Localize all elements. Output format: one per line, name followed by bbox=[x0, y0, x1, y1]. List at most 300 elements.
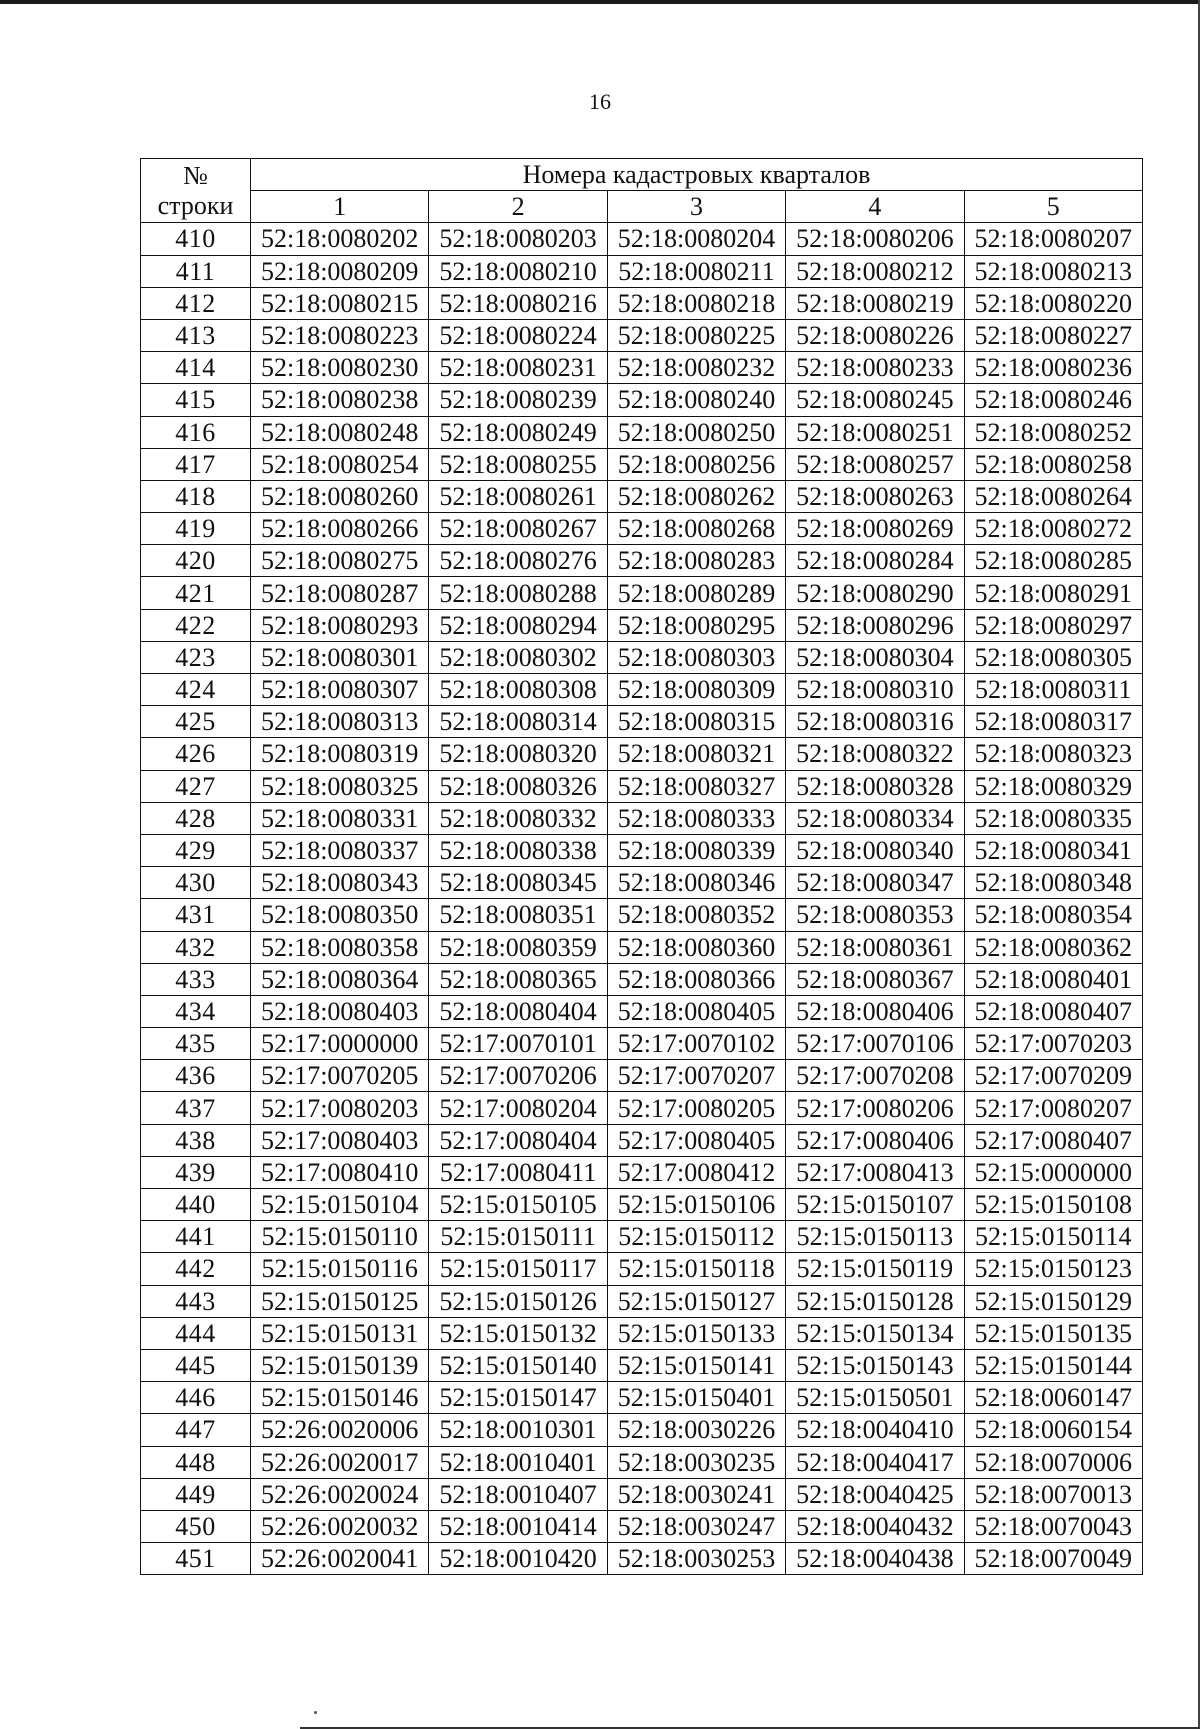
cadastral-number-cell: 52:18:0070013 bbox=[964, 1478, 1142, 1510]
row-number-cell: 427 bbox=[141, 770, 251, 802]
cadastral-number-cell: 52:18:0080236 bbox=[964, 352, 1142, 384]
row-number-cell: 437 bbox=[141, 1092, 251, 1124]
cadastral-number-cell: 52:15:0150104 bbox=[251, 1189, 429, 1221]
table-row bbox=[141, 834, 1143, 866]
cadastral-number-cell: 52:17:0070207 bbox=[607, 1060, 785, 1092]
cadastral-number-cell: 52:18:0080202 bbox=[251, 223, 429, 255]
row-number-cell: 436 bbox=[141, 1060, 251, 1092]
row-number-cell: 426 bbox=[141, 738, 251, 770]
cadastral-number-cell: 52:15:0150107 bbox=[786, 1189, 964, 1221]
column-header-2: 2 bbox=[429, 191, 607, 223]
cadastral-number-cell: 52:18:0080407 bbox=[964, 995, 1142, 1027]
cadastral-number-cell: 52:18:0080347 bbox=[786, 867, 964, 899]
cadastral-number-cell: 52:15:0150134 bbox=[786, 1317, 964, 1349]
column-header-5: 5 bbox=[964, 191, 1142, 223]
scan-speck bbox=[314, 1711, 317, 1714]
cadastral-number-cell: 52:15:0150105 bbox=[429, 1189, 607, 1221]
cadastral-number-cell: 52:18:0080246 bbox=[964, 384, 1142, 416]
cadastral-number-cell: 52:18:0010407 bbox=[429, 1478, 607, 1510]
cadastral-number-cell: 52:15:0150139 bbox=[251, 1349, 429, 1381]
cadastral-number-cell: 52:17:0080406 bbox=[786, 1124, 964, 1156]
table-row bbox=[141, 448, 1143, 480]
row-number-cell: 433 bbox=[141, 963, 251, 995]
cadastral-number-cell: 52:18:0080333 bbox=[607, 802, 785, 834]
row-number-cell: 428 bbox=[141, 802, 251, 834]
cadastral-number-cell: 52:18:0080287 bbox=[251, 577, 429, 609]
row-number-cell: 435 bbox=[141, 1028, 251, 1060]
column-header-3: 3 bbox=[607, 191, 785, 223]
cadastral-number-cell: 52:18:0080276 bbox=[429, 545, 607, 577]
cadastral-number-cell: 52:18:0080405 bbox=[607, 995, 785, 1027]
cadastral-number-cell: 52:18:0080249 bbox=[429, 416, 607, 448]
cadastral-number-cell: 52:18:0080297 bbox=[964, 609, 1142, 641]
cadastral-number-cell: 52:15:0150106 bbox=[607, 1189, 785, 1221]
row-number-cell: 423 bbox=[141, 641, 251, 673]
header-row-top bbox=[141, 159, 1143, 191]
cadastral-number-cell: 52:18:0080354 bbox=[964, 899, 1142, 931]
cadastral-number-cell: 52:17:0080410 bbox=[251, 1156, 429, 1188]
table-row bbox=[141, 674, 1143, 706]
cadastral-number-cell: 52:18:0080275 bbox=[251, 545, 429, 577]
cadastral-number-cell: 52:18:0040417 bbox=[786, 1446, 964, 1478]
cadastral-number-cell: 52:18:0080346 bbox=[607, 867, 785, 899]
cadastral-number-cell: 52:18:0080326 bbox=[429, 770, 607, 802]
cadastral-number-cell: 52:18:0010401 bbox=[429, 1446, 607, 1478]
cadastral-number-cell: 52:15:0150123 bbox=[964, 1253, 1142, 1285]
table-row bbox=[141, 1124, 1143, 1156]
row-number-cell: 429 bbox=[141, 834, 251, 866]
cadastral-number-cell: 52:17:0070208 bbox=[786, 1060, 964, 1092]
cadastral-number-cell: 52:15:0150132 bbox=[429, 1317, 607, 1349]
table-row bbox=[141, 1189, 1143, 1221]
cadastral-number-cell: 52:18:0080305 bbox=[964, 641, 1142, 673]
cadastral-number-cell: 52:18:0080406 bbox=[786, 995, 964, 1027]
cadastral-number-cell: 52:18:0080218 bbox=[607, 287, 785, 319]
table-row bbox=[141, 641, 1143, 673]
cadastral-number-cell: 52:18:0080325 bbox=[251, 770, 429, 802]
cadastral-number-cell: 52:15:0150111 bbox=[429, 1221, 607, 1253]
row-number-cell: 416 bbox=[141, 416, 251, 448]
cadastral-number-cell: 52:17:0070203 bbox=[964, 1028, 1142, 1060]
cadastral-number-cell: 52:18:0080204 bbox=[607, 223, 785, 255]
cadastral-number-cell: 52:18:0080272 bbox=[964, 513, 1142, 545]
cadastral-number-cell: 52:18:0080341 bbox=[964, 834, 1142, 866]
cadastral-number-cell: 52:18:0080220 bbox=[964, 287, 1142, 319]
cadastral-number-cell: 52:15:0150110 bbox=[251, 1221, 429, 1253]
cadastral-number-cell: 52:15:0150114 bbox=[964, 1221, 1142, 1253]
cadastral-number-cell: 52:18:0080215 bbox=[251, 287, 429, 319]
row-number-cell: 425 bbox=[141, 706, 251, 738]
cadastral-number-cell: 52:18:0080290 bbox=[786, 577, 964, 609]
cadastral-number-cell: 52:15:0150133 bbox=[607, 1317, 785, 1349]
cadastral-number-cell: 52:15:0150143 bbox=[786, 1349, 964, 1381]
row-number-header-line2: строки bbox=[157, 190, 234, 220]
cadastral-number-cell: 52:18:0080367 bbox=[786, 963, 964, 995]
table-row bbox=[141, 738, 1143, 770]
row-number-cell: 411 bbox=[141, 255, 251, 287]
cadastral-number-cell: 52:18:0080364 bbox=[251, 963, 429, 995]
cadastral-number-cell: 52:18:0080268 bbox=[607, 513, 785, 545]
cadastral-number-cell: 52:18:0080307 bbox=[251, 674, 429, 706]
cadastral-number-cell: 52:18:0080328 bbox=[786, 770, 964, 802]
cadastral-number-cell: 52:15:0150501 bbox=[786, 1382, 964, 1414]
row-number-cell: 420 bbox=[141, 545, 251, 577]
table-row bbox=[141, 319, 1143, 351]
table-row bbox=[141, 963, 1143, 995]
cadastral-number-cell: 52:15:0150113 bbox=[786, 1221, 964, 1253]
cadastral-number-cell: 52:18:0080303 bbox=[607, 641, 785, 673]
cadastral-number-cell: 52:18:0080203 bbox=[429, 223, 607, 255]
row-number-cell: 434 bbox=[141, 995, 251, 1027]
cadastral-number-cell: 52:18:0080209 bbox=[251, 255, 429, 287]
row-number-cell: 413 bbox=[141, 319, 251, 351]
row-number-cell: 445 bbox=[141, 1349, 251, 1381]
table-row bbox=[141, 1285, 1143, 1317]
cadastral-number-cell: 52:18:0080269 bbox=[786, 513, 964, 545]
cadastral-number-cell: 52:18:0080261 bbox=[429, 480, 607, 512]
row-number-cell: 430 bbox=[141, 867, 251, 899]
row-number-cell: 422 bbox=[141, 609, 251, 641]
table-header bbox=[141, 159, 1143, 223]
cadastral-number-cell: 52:18:0080257 bbox=[786, 448, 964, 480]
cadastral-number-cell: 52:18:0080316 bbox=[786, 706, 964, 738]
cadastral-number-cell: 52:18:0080262 bbox=[607, 480, 785, 512]
cadastral-number-cell: 52:15:0150112 bbox=[607, 1221, 785, 1253]
cadastral-number-cell: 52:15:0150108 bbox=[964, 1189, 1142, 1221]
cadastral-number-cell: 52:17:0080413 bbox=[786, 1156, 964, 1188]
cadastral-number-cell: 52:15:0150126 bbox=[429, 1285, 607, 1317]
cadastral-number-cell: 52:18:0080245 bbox=[786, 384, 964, 416]
cadastral-number-cell: 52:18:0080343 bbox=[251, 867, 429, 899]
cadastral-number-cell: 52:18:0080295 bbox=[607, 609, 785, 641]
cadastral-number-cell: 52:18:0080288 bbox=[429, 577, 607, 609]
cadastral-number-cell: 52:18:0080256 bbox=[607, 448, 785, 480]
cadastral-number-cell: 52:18:0080339 bbox=[607, 834, 785, 866]
row-number-cell: 410 bbox=[141, 223, 251, 255]
row-number-cell: 440 bbox=[141, 1189, 251, 1221]
cadastral-number-cell: 52:18:0080233 bbox=[786, 352, 964, 384]
cadastral-number-cell: 52:17:0080407 bbox=[964, 1124, 1142, 1156]
cadastral-number-cell: 52:26:0020017 bbox=[251, 1446, 429, 1478]
cadastral-number-cell: 52:17:0080204 bbox=[429, 1092, 607, 1124]
cadastral-number-cell: 52:18:0080323 bbox=[964, 738, 1142, 770]
cadastral-number-cell: 52:15:0150118 bbox=[607, 1253, 785, 1285]
cadastral-number-cell: 52:17:0080411 bbox=[429, 1156, 607, 1188]
row-number-cell: 432 bbox=[141, 931, 251, 963]
cadastral-number-cell: 52:18:0070006 bbox=[964, 1446, 1142, 1478]
table-row bbox=[141, 899, 1143, 931]
cadastral-number-cell: 52:18:0080293 bbox=[251, 609, 429, 641]
cadastral-number-cell: 52:17:0000000 bbox=[251, 1028, 429, 1060]
cadastral-number-cell: 52:18:0080254 bbox=[251, 448, 429, 480]
cadastral-number-cell: 52:18:0030241 bbox=[607, 1478, 785, 1510]
group-title-header: Номера кадастровых кварталов bbox=[251, 159, 1143, 191]
cadastral-number-cell: 52:18:0080264 bbox=[964, 480, 1142, 512]
table-row bbox=[141, 223, 1143, 255]
cadastral-number-cell: 52:18:0080311 bbox=[964, 674, 1142, 706]
table-row bbox=[141, 416, 1143, 448]
cadastral-number-cell: 52:17:0070209 bbox=[964, 1060, 1142, 1092]
cadastral-number-cell: 52:18:0080284 bbox=[786, 545, 964, 577]
cadastral-number-cell: 52:18:0080225 bbox=[607, 319, 785, 351]
cadastral-number-cell: 52:18:0080401 bbox=[964, 963, 1142, 995]
cadastral-number-cell: 52:18:0010414 bbox=[429, 1510, 607, 1542]
cadastral-number-cell: 52:18:0080403 bbox=[251, 995, 429, 1027]
cadastral-number-cell: 52:18:0080304 bbox=[786, 641, 964, 673]
cadastral-number-cell: 52:18:0080332 bbox=[429, 802, 607, 834]
cadastral-number-cell: 52:18:0080207 bbox=[964, 223, 1142, 255]
cadastral-number-cell: 52:15:0150127 bbox=[607, 1285, 785, 1317]
cadastral-number-cell: 52:17:0070205 bbox=[251, 1060, 429, 1092]
cadastral-number-cell: 52:18:0080331 bbox=[251, 802, 429, 834]
table-row bbox=[141, 513, 1143, 545]
cadastral-number-cell: 52:18:0080285 bbox=[964, 545, 1142, 577]
row-number-cell: 414 bbox=[141, 352, 251, 384]
cadastral-number-cell: 52:18:0080226 bbox=[786, 319, 964, 351]
cadastral-number-cell: 52:15:0150144 bbox=[964, 1349, 1142, 1381]
cadastral-number-cell: 52:18:0040432 bbox=[786, 1510, 964, 1542]
cadastral-number-cell: 52:18:0040410 bbox=[786, 1414, 964, 1446]
cadastral-number-cell: 52:18:0080252 bbox=[964, 416, 1142, 448]
cadastral-number-cell: 52:17:0080205 bbox=[607, 1092, 785, 1124]
cadastral-number-cell: 52:18:0080240 bbox=[607, 384, 785, 416]
table-row bbox=[141, 384, 1143, 416]
table-body bbox=[141, 223, 1143, 1575]
row-number-cell: 441 bbox=[141, 1221, 251, 1253]
cadastral-number-cell: 52:18:0080321 bbox=[607, 738, 785, 770]
cadastral-number-cell: 52:18:0030253 bbox=[607, 1543, 785, 1575]
cadastral-number-cell: 52:18:0080315 bbox=[607, 706, 785, 738]
row-number-cell: 417 bbox=[141, 448, 251, 480]
scan-edge-top bbox=[0, 0, 1200, 4]
table-row bbox=[141, 770, 1143, 802]
cadastral-number-cell: 52:15:0150141 bbox=[607, 1349, 785, 1381]
cadastral-number-cell: 52:18:0080266 bbox=[251, 513, 429, 545]
table-row bbox=[141, 867, 1143, 899]
cadastral-number-cell: 52:18:0080258 bbox=[964, 448, 1142, 480]
row-number-cell: 446 bbox=[141, 1382, 251, 1414]
table-row bbox=[141, 1253, 1143, 1285]
cadastral-number-cell: 52:18:0070043 bbox=[964, 1510, 1142, 1542]
table-row bbox=[141, 287, 1143, 319]
cadastral-number-cell: 52:18:0080350 bbox=[251, 899, 429, 931]
cadastral-number-cell: 52:18:0080359 bbox=[429, 931, 607, 963]
table-row bbox=[141, 1028, 1143, 1060]
cadastral-number-cell: 52:15:0150119 bbox=[786, 1253, 964, 1285]
row-number-cell: 449 bbox=[141, 1478, 251, 1510]
cadastral-number-cell: 52:18:0080291 bbox=[964, 577, 1142, 609]
row-number-cell: 439 bbox=[141, 1156, 251, 1188]
cadastral-number-cell: 52:15:0150128 bbox=[786, 1285, 964, 1317]
row-number-cell: 447 bbox=[141, 1414, 251, 1446]
row-number-cell: 415 bbox=[141, 384, 251, 416]
cadastral-number-cell: 52:15:0150117 bbox=[429, 1253, 607, 1285]
cadastral-number-cell: 52:17:0080207 bbox=[964, 1092, 1142, 1124]
table-row bbox=[141, 802, 1143, 834]
table-row bbox=[141, 1349, 1143, 1381]
table-row bbox=[141, 545, 1143, 577]
cadastral-number-cell: 52:18:0080250 bbox=[607, 416, 785, 448]
cadastral-number-cell: 52:18:0010420 bbox=[429, 1543, 607, 1575]
cadastral-number-cell: 52:18:0080366 bbox=[607, 963, 785, 995]
cadastral-number-cell: 52:17:0080412 bbox=[607, 1156, 785, 1188]
cadastral-number-cell: 52:18:0080206 bbox=[786, 223, 964, 255]
table-row bbox=[141, 931, 1143, 963]
cadastral-number-cell: 52:15:0150146 bbox=[251, 1382, 429, 1414]
cadastral-number-cell: 52:18:0080227 bbox=[964, 319, 1142, 351]
cadastral-number-cell: 52:18:0080238 bbox=[251, 384, 429, 416]
cadastral-number-cell: 52:18:0080211 bbox=[607, 255, 785, 287]
cadastral-number-cell: 52:15:0150401 bbox=[607, 1382, 785, 1414]
cadastral-number-cell: 52:18:0080289 bbox=[607, 577, 785, 609]
cadastral-number-cell: 52:18:0080322 bbox=[786, 738, 964, 770]
cadastral-number-cell: 52:18:0080213 bbox=[964, 255, 1142, 287]
cadastral-number-cell: 52:18:0080251 bbox=[786, 416, 964, 448]
cadastral-number-cell: 52:18:0080313 bbox=[251, 706, 429, 738]
cadastral-number-cell: 52:18:0080309 bbox=[607, 674, 785, 706]
row-number-cell: 421 bbox=[141, 577, 251, 609]
cadastral-number-cell: 52:18:0080283 bbox=[607, 545, 785, 577]
cadastral-number-cell: 52:18:0080294 bbox=[429, 609, 607, 641]
cadastral-number-cell: 52:18:0080334 bbox=[786, 802, 964, 834]
cadastral-number-cell: 52:15:0150131 bbox=[251, 1317, 429, 1349]
row-number-cell: 419 bbox=[141, 513, 251, 545]
cadastral-number-cell: 52:15:0150129 bbox=[964, 1285, 1142, 1317]
cadastral-number-cell: 52:18:0080219 bbox=[786, 287, 964, 319]
table-row bbox=[141, 1510, 1143, 1542]
cadastral-number-cell: 52:18:0080327 bbox=[607, 770, 785, 802]
cadastral-number-cell: 52:18:0080267 bbox=[429, 513, 607, 545]
cadastral-number-cell: 52:18:0080348 bbox=[964, 867, 1142, 899]
cadastral-number-cell: 52:18:0080230 bbox=[251, 352, 429, 384]
cadastral-number-cell: 52:18:0080310 bbox=[786, 674, 964, 706]
cadastral-number-cell: 52:18:0080352 bbox=[607, 899, 785, 931]
cadastral-number-cell: 52:18:0010301 bbox=[429, 1414, 607, 1446]
table-row bbox=[141, 1092, 1143, 1124]
cadastral-number-cell: 52:15:0150116 bbox=[251, 1253, 429, 1285]
cadastral-number-cell: 52:18:0040438 bbox=[786, 1543, 964, 1575]
cadastral-number-cell: 52:17:0080405 bbox=[607, 1124, 785, 1156]
cadastral-number-cell: 52:18:0080255 bbox=[429, 448, 607, 480]
table-row bbox=[141, 706, 1143, 738]
table-row bbox=[141, 1382, 1143, 1414]
cadastral-number-cell: 52:17:0070206 bbox=[429, 1060, 607, 1092]
cadastral-number-cell: 52:18:0080216 bbox=[429, 287, 607, 319]
cadastral-number-cell: 52:18:0080358 bbox=[251, 931, 429, 963]
cadastral-number-cell: 52:18:0080210 bbox=[429, 255, 607, 287]
column-header-4: 4 bbox=[786, 191, 964, 223]
cadastral-number-cell: 52:18:0080301 bbox=[251, 641, 429, 673]
column-header-1: 1 bbox=[251, 191, 429, 223]
row-number-cell: 450 bbox=[141, 1510, 251, 1542]
table-row bbox=[141, 1478, 1143, 1510]
cadastral-number-cell: 52:18:0080308 bbox=[429, 674, 607, 706]
row-number-header bbox=[141, 159, 251, 223]
cadastral-number-cell: 52:17:0080203 bbox=[251, 1092, 429, 1124]
cadastral-number-cell: 52:18:0080248 bbox=[251, 416, 429, 448]
cadastral-number-cell: 52:18:0080337 bbox=[251, 834, 429, 866]
cadastral-number-cell: 52:15:0000000 bbox=[964, 1156, 1142, 1188]
cadastral-number-cell: 52:17:0080404 bbox=[429, 1124, 607, 1156]
row-number-cell: 443 bbox=[141, 1285, 251, 1317]
row-number-cell: 444 bbox=[141, 1317, 251, 1349]
cadastral-number-cell: 52:18:0080231 bbox=[429, 352, 607, 384]
row-number-cell: 431 bbox=[141, 899, 251, 931]
cadastral-number-cell: 52:18:0080224 bbox=[429, 319, 607, 351]
table-row bbox=[141, 1446, 1143, 1478]
row-number-cell: 451 bbox=[141, 1543, 251, 1575]
cadastral-number-cell: 52:18:0080345 bbox=[429, 867, 607, 899]
cadastral-number-cell: 52:18:0080212 bbox=[786, 255, 964, 287]
cadastral-number-cell: 52:18:0080335 bbox=[964, 802, 1142, 834]
cadastral-number-cell: 52:26:0020041 bbox=[251, 1543, 429, 1575]
cadastral-number-cell: 52:18:0080223 bbox=[251, 319, 429, 351]
cadastral-number-cell: 52:17:0070102 bbox=[607, 1028, 785, 1060]
cadastral-number-cell: 52:18:0040425 bbox=[786, 1478, 964, 1510]
row-number-cell: 438 bbox=[141, 1124, 251, 1156]
table-row bbox=[141, 1414, 1143, 1446]
cadastral-number-cell: 52:18:0080232 bbox=[607, 352, 785, 384]
cadastral-number-cell: 52:17:0080403 bbox=[251, 1124, 429, 1156]
cadastral-number-cell: 52:18:0080320 bbox=[429, 738, 607, 770]
table-row bbox=[141, 480, 1143, 512]
table-row bbox=[141, 255, 1143, 287]
row-number-cell: 424 bbox=[141, 674, 251, 706]
row-number-cell: 442 bbox=[141, 1253, 251, 1285]
cadastral-number-cell: 52:18:0060154 bbox=[964, 1414, 1142, 1446]
cadastral-number-cell: 52:18:0080353 bbox=[786, 899, 964, 931]
cadastral-number-cell: 52:18:0030226 bbox=[607, 1414, 785, 1446]
cadastral-number-cell: 52:18:0080329 bbox=[964, 770, 1142, 802]
cadastral-number-cell: 52:17:0070106 bbox=[786, 1028, 964, 1060]
cadastral-number-cell: 52:26:0020006 bbox=[251, 1414, 429, 1446]
cadastral-number-cell: 52:18:0080361 bbox=[786, 931, 964, 963]
cadastral-number-cell: 52:18:0080314 bbox=[429, 706, 607, 738]
cadastral-number-cell: 52:18:0080263 bbox=[786, 480, 964, 512]
cadastral-number-cell: 52:15:0150135 bbox=[964, 1317, 1142, 1349]
cadastral-number-cell: 52:18:0080340 bbox=[786, 834, 964, 866]
cadastral-number-cell: 52:18:0080365 bbox=[429, 963, 607, 995]
cadastral-number-cell: 52:18:0080317 bbox=[964, 706, 1142, 738]
cadastral-number-cell: 52:18:0080360 bbox=[607, 931, 785, 963]
table-row bbox=[141, 1543, 1143, 1575]
cadastral-number-cell: 52:26:0020024 bbox=[251, 1478, 429, 1510]
cadastral-number-cell: 52:18:0080351 bbox=[429, 899, 607, 931]
cadastral-number-cell: 52:17:0080206 bbox=[786, 1092, 964, 1124]
row-number-cell: 412 bbox=[141, 287, 251, 319]
cadastral-number-cell: 52:18:0080302 bbox=[429, 641, 607, 673]
cadastral-number-cell: 52:18:0030235 bbox=[607, 1446, 785, 1478]
table-row bbox=[141, 1317, 1143, 1349]
cadastral-number-cell: 52:18:0080319 bbox=[251, 738, 429, 770]
cadastral-number-cell: 52:15:0150147 bbox=[429, 1382, 607, 1414]
table-row bbox=[141, 1221, 1143, 1253]
cadastral-number-cell: 52:18:0030247 bbox=[607, 1510, 785, 1542]
row-number-cell: 448 bbox=[141, 1446, 251, 1478]
cadastral-number-cell: 52:15:0150140 bbox=[429, 1349, 607, 1381]
cadastral-number-cell: 52:15:0150125 bbox=[251, 1285, 429, 1317]
cadastral-number-cell: 52:18:0080260 bbox=[251, 480, 429, 512]
cadastral-number-cell: 52:18:0080296 bbox=[786, 609, 964, 641]
table-row bbox=[141, 995, 1143, 1027]
table-row bbox=[141, 352, 1143, 384]
table-row bbox=[141, 1060, 1143, 1092]
cadastral-quarters-table bbox=[140, 158, 1143, 1575]
row-number-cell: 418 bbox=[141, 480, 251, 512]
cadastral-number-cell: 52:18:0080239 bbox=[429, 384, 607, 416]
cadastral-number-cell: 52:17:0070101 bbox=[429, 1028, 607, 1060]
row-number-header-line1: № bbox=[183, 160, 208, 190]
